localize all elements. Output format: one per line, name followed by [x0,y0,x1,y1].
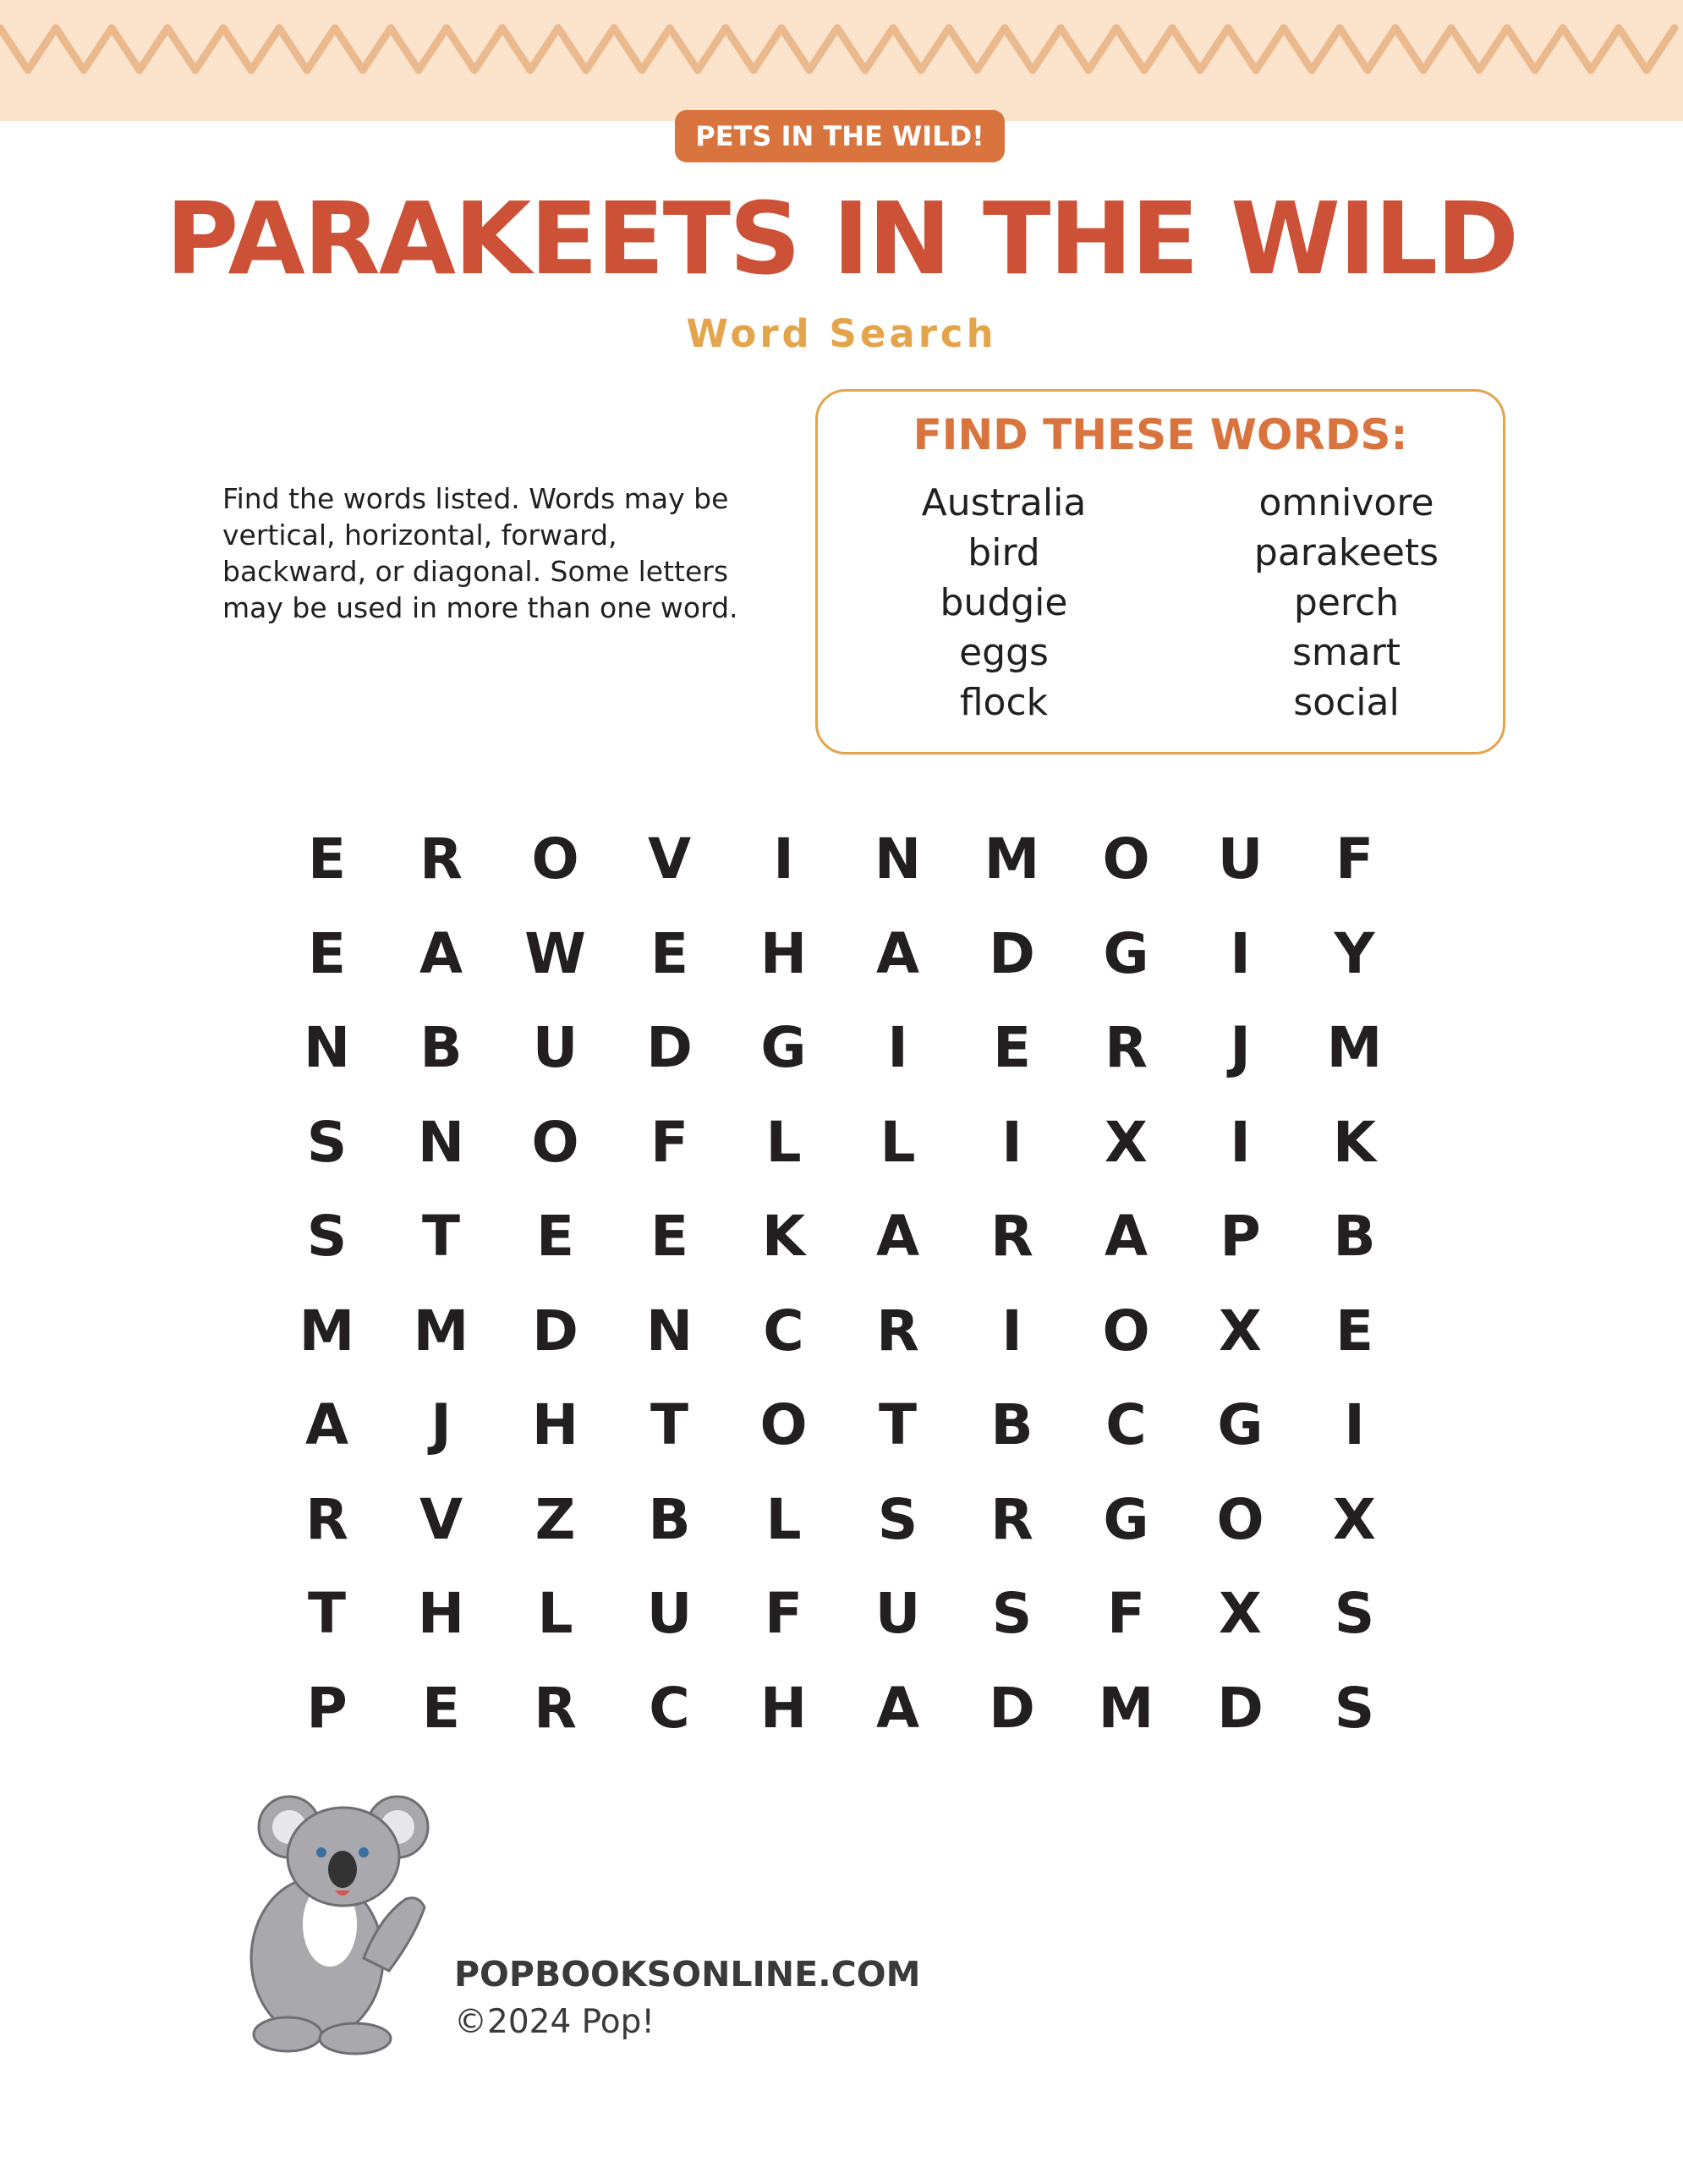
grid-letter: R [534,1675,577,1741]
grid-letter: R [990,1486,1033,1552]
grid-letter: Z [535,1486,576,1552]
grid-letter: R [876,1298,919,1364]
grid-letter: N [645,1298,693,1364]
grid-letter: G [1217,1392,1264,1457]
grid-letter: X [1219,1298,1262,1364]
grid-letter: N [874,826,922,892]
grid-letter: O [531,826,579,892]
grid-letter: I [887,1015,908,1080]
grid-letter: K [1332,1109,1377,1175]
word-item: bird [968,531,1040,574]
grid-letter: R [419,826,463,892]
series-tag: PETS IN THE WILD! [675,110,1005,162]
grid-letter: T [307,1581,347,1646]
grid-letter: O [531,1109,579,1175]
grid-letter: M [984,826,1040,892]
grid-letter: T [878,1392,918,1457]
grid-letter: B [990,1392,1033,1457]
word-item: budgie [940,581,1068,624]
word-list-heading: FIND THESE WORDS: [913,410,1408,459]
grid-letter: F [1106,1581,1146,1646]
grid-letter: B [648,1486,691,1552]
grid-letter: S [877,1486,918,1552]
grid-letter: I [1230,1109,1251,1175]
grid-letter: M [413,1298,469,1364]
grid-letter: E [650,1204,689,1269]
grid-letter: R [1105,1015,1148,1080]
grid-letter: G [1103,920,1149,986]
grid-letter: J [1230,1015,1251,1080]
grid-letter: B [419,1015,463,1080]
grid-letter: B [1333,1204,1376,1269]
grid-letter: H [759,920,808,986]
grid-letter: C [763,1298,804,1364]
grid-letter: U [646,1581,693,1646]
grid-letter: S [1334,1675,1375,1741]
grid-letter: U [532,1015,578,1080]
grid-letter: I [1344,1392,1365,1457]
grid-letter: R [990,1204,1033,1269]
grid-letter: D [646,1015,693,1080]
grid-letter: J [430,1392,452,1457]
grid-letter: L [765,1486,802,1552]
grid-letter: N [303,1015,351,1080]
grid-letter: G [760,1015,807,1080]
grid-letter: E [421,1675,461,1741]
grid-letter: F [1335,826,1374,892]
grid-letter: G [1103,1486,1149,1552]
grid-letter: M [1326,1015,1383,1080]
grid-letter: F [764,1581,803,1646]
grid-letter: F [650,1109,689,1175]
grid-letter: Y [1334,920,1375,986]
grid-letter: S [1334,1581,1375,1646]
grid-letter: W [524,920,586,986]
word-item: social [1293,681,1400,724]
grid-letter: U [1217,826,1264,892]
grid-letter: M [1098,1675,1154,1741]
zigzag-border [0,0,1683,121]
grid-letter: A [875,920,920,986]
instructions-text: Find the words listed. Words may be vertical, horizontal, forward, backward, or diagonal. Some letters may be used in more than one word. [222,482,738,624]
koala-illustration [237,1789,465,2060]
word-item: perch [1293,581,1400,624]
word-item: omnivore [1258,481,1434,524]
grid-letter: V [419,1486,463,1552]
grid-letter: E [992,1015,1032,1080]
grid-letter: R [305,1486,348,1552]
grid-letter: E [307,826,347,892]
grid-letter: I [1001,1109,1022,1175]
word-item: Australia [921,481,1087,524]
grid-letter: A [1104,1204,1148,1269]
grid-letter: O [1102,1298,1150,1364]
page-subtitle: Word Search [686,311,997,356]
grid-letter: A [875,1204,920,1269]
grid-letter: D [989,1675,1035,1741]
grid-letter: E [535,1204,575,1269]
grid-letter: S [991,1581,1033,1646]
grid-letter: X [1219,1581,1262,1646]
grid-letter: M [299,1298,355,1364]
grid-letter: I [773,826,794,892]
grid-letter: E [650,920,689,986]
grid-letter: H [759,1675,808,1741]
grid-letter: S [306,1109,348,1175]
grid-letter: H [417,1581,465,1646]
grid-letter: D [1217,1675,1264,1741]
grid-letter: P [1220,1204,1261,1269]
grid-letter: E [307,920,347,986]
grid-letter: P [306,1675,348,1741]
grid-letter: O [759,1392,808,1457]
grid-letter: O [1216,1486,1264,1552]
grid-letter: T [421,1204,461,1269]
word-item: flock [959,681,1049,724]
grid-letter: X [1105,1109,1148,1175]
word-item: smart [1291,631,1401,674]
word-list-right-column [1173,478,1520,727]
grid-letter: L [537,1581,573,1646]
top-zigzag-band [0,0,1683,121]
copyright-text: ©2024 Pop! [454,2003,655,2041]
word-item: parakeets [1253,531,1439,574]
word-list-box [815,389,1505,755]
website-url: POPBOOKSONLINE.COM [454,1954,921,1995]
word-list-left-column [818,478,1190,727]
grid-letter: E [1335,1298,1374,1364]
page-title: PARAKEETS IN THE WILD [165,180,1518,297]
grid-letter: K [761,1204,806,1269]
grid-letter: A [304,1392,349,1457]
grid-letter: I [1230,920,1251,986]
grid-letter: C [1105,1392,1147,1457]
grid-letter: X [1333,1486,1376,1552]
grid-letter: H [531,1392,579,1457]
grid-letter: C [649,1675,690,1741]
grid-letter: A [875,1675,920,1741]
grid-letter: D [989,920,1035,986]
grid-letter: N [417,1109,465,1175]
word-item: eggs [959,631,1049,674]
grid-letter: D [532,1298,578,1364]
grid-letter: I [1001,1298,1022,1364]
grid-letter: V [647,826,692,892]
grid-letter: S [306,1204,348,1269]
grid-letter: L [765,1109,802,1175]
word-search-grid [270,812,1412,1755]
grid-letter: L [880,1109,916,1175]
grid-letter: A [419,920,463,986]
grid-letter: U [874,1581,921,1646]
grid-letter: O [1102,826,1150,892]
grid-letter: T [650,1392,689,1457]
